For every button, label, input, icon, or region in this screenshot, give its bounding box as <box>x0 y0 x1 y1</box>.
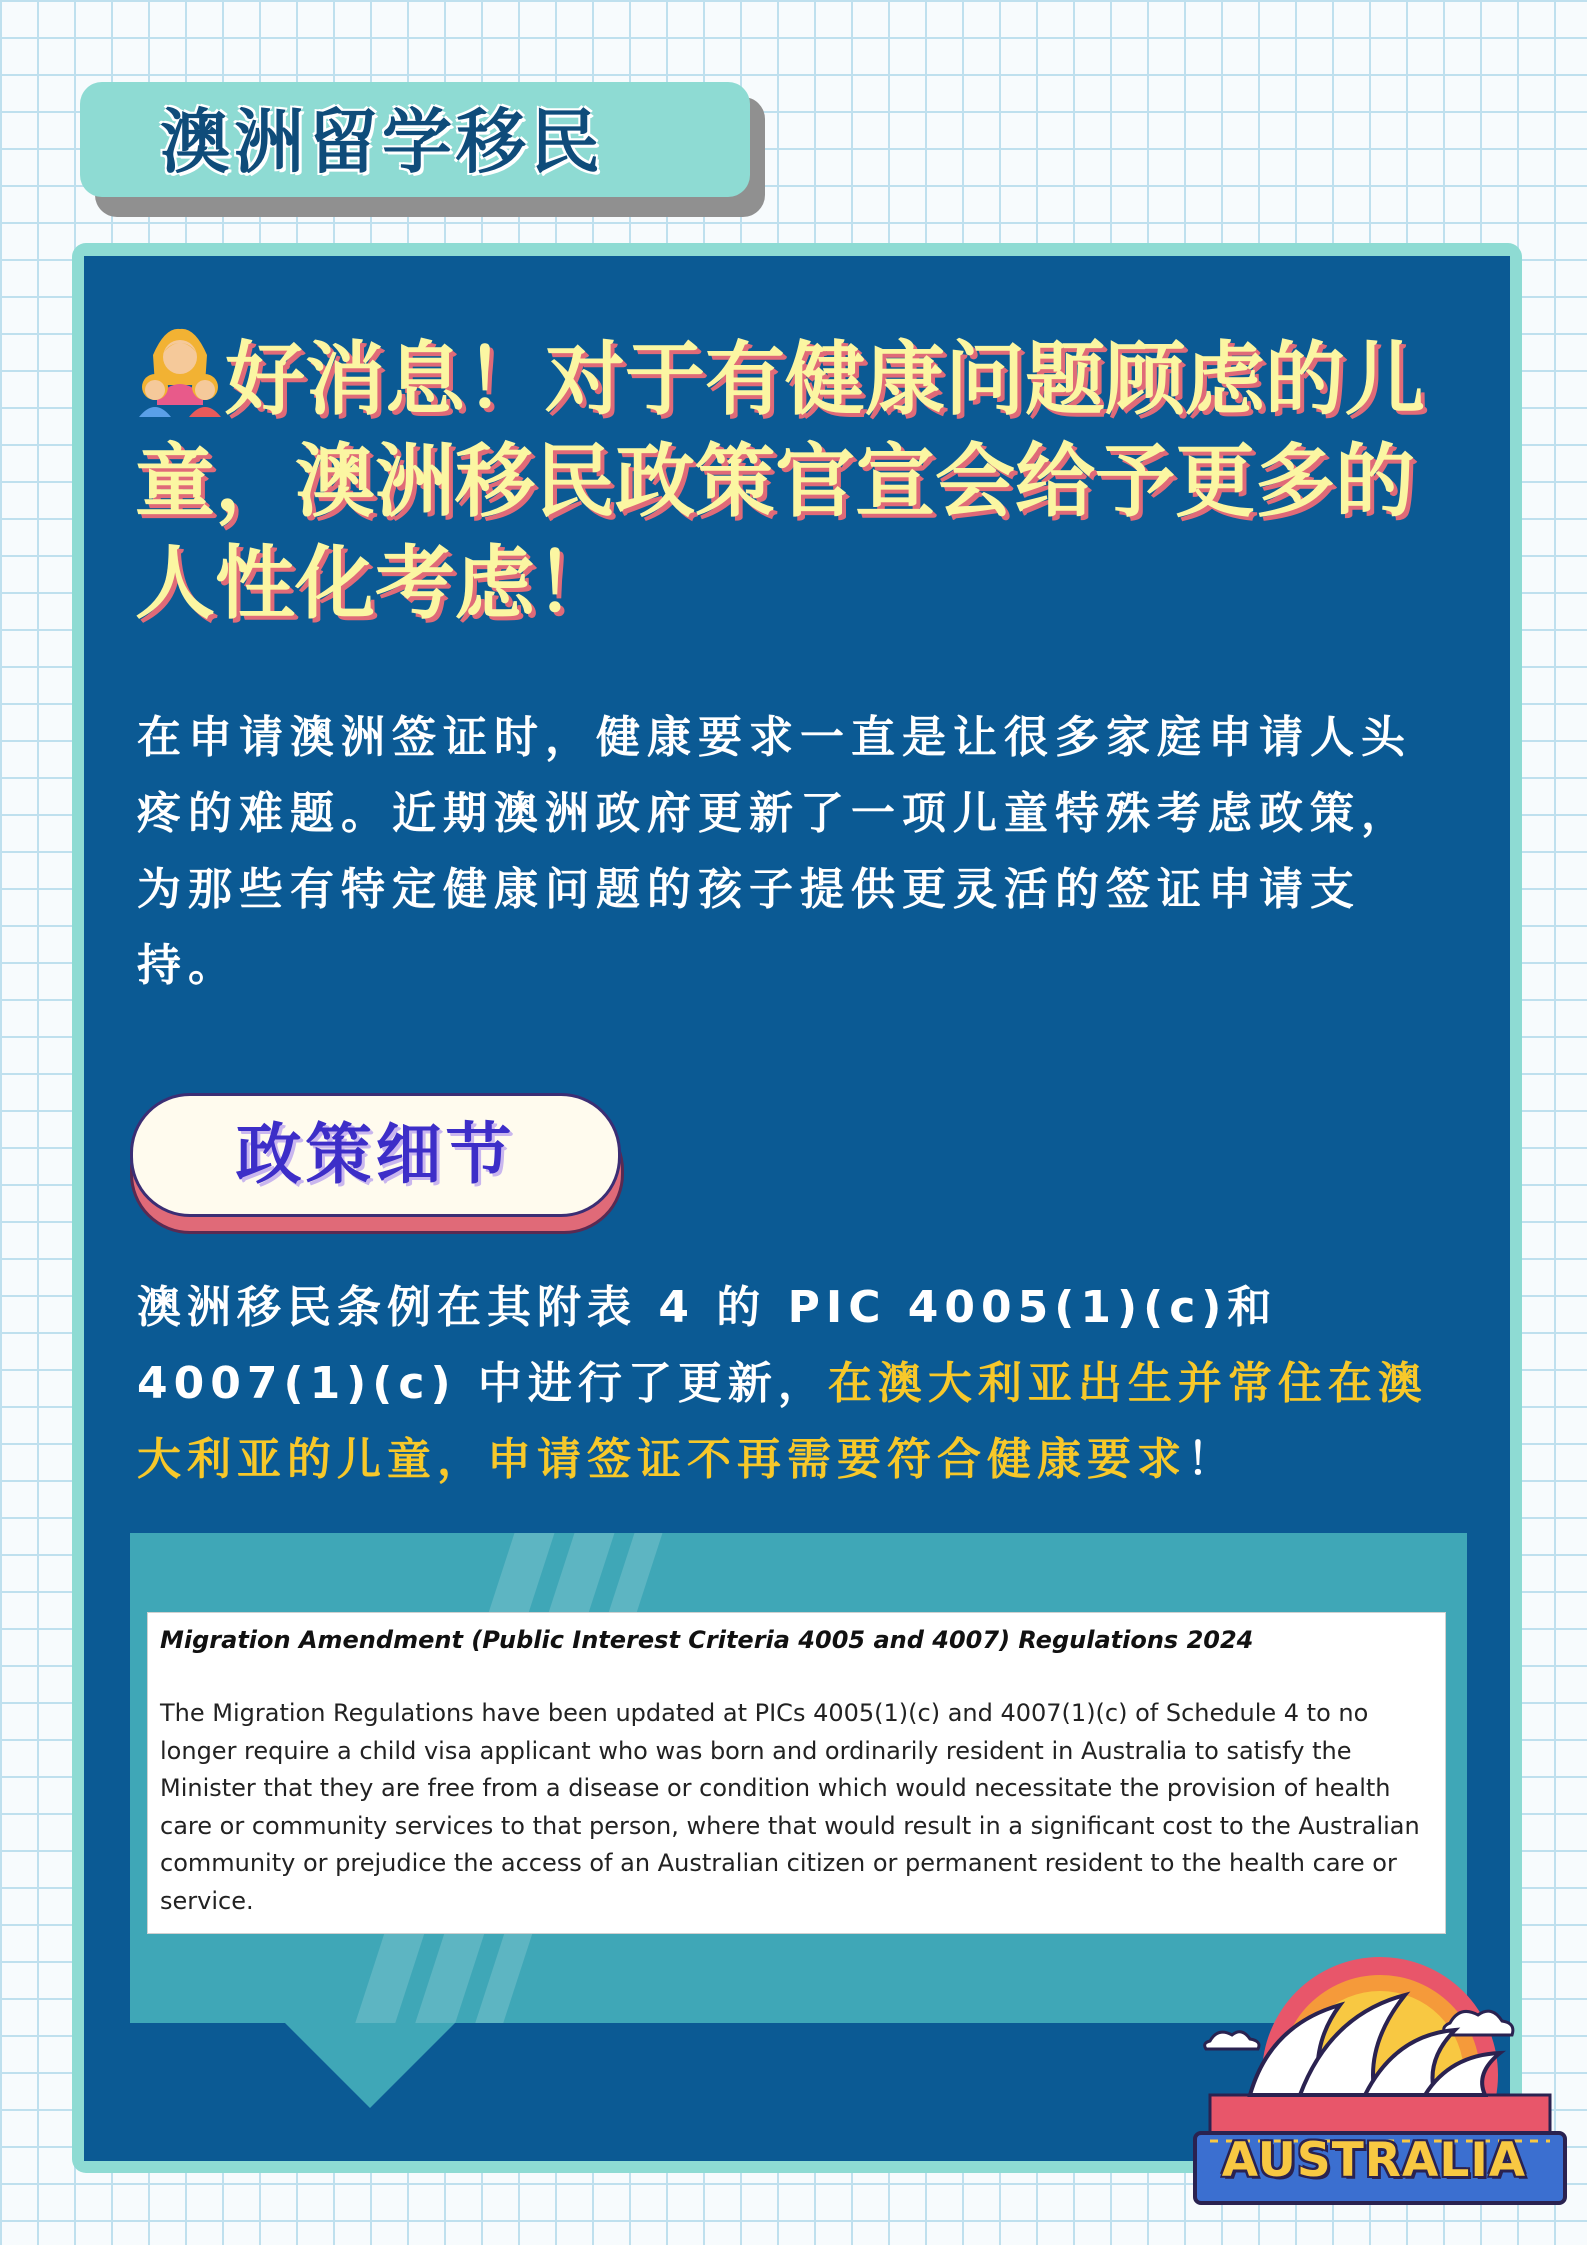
australia-badge <box>1180 1945 1570 2210</box>
headline <box>135 325 1455 635</box>
callout-pointer <box>285 2023 455 2108</box>
family-icon <box>135 325 225 417</box>
regulation-excerpt <box>148 1613 1445 1933</box>
intro-paragraph: 在申请澳洲签证时，健康要求一直是让很多家庭申请人头疼的难题。近期澳洲政府更新了一项儿童特殊考虑政策，为那些有特定健康问题的孩子提供更灵活的签证申请支持。 <box>137 712 1412 991</box>
headline-text: 好消息！对于有健康问题顾虑的儿童，澳洲移民政策官宣会给予更多的人性化考虑！ <box>135 333 1425 630</box>
regulation-title: Migration Amendment (Public Interest Criteria 4005 and 4007) Regulations 2024 <box>160 1626 1254 1654</box>
header-tag-label: 澳洲留学移民 <box>160 101 604 183</box>
australia-label: AUSTRALIA <box>1221 2133 1527 2188</box>
details-paragraph <box>137 1270 1447 1498</box>
details-text-end: ！ <box>1187 1434 1237 1485</box>
regulation-body: The Migration Regulations have been updated at PICs 4005(1)(c) and 4007(1)(c) of Schedule 4 to no longer require a child visa applicant who was born and ordinarily resident in Australia to satisfy the Minister that they are free from a disease or condition which would necessitate the provision of health care or community services to that person, where that would result in a significant cost to the Australian community or prejudice the access of an Australian citizen or permanent resident to the health care or service. <box>160 1699 1420 1915</box>
details-text: 澳洲移民条例在其附表 4 的 PIC 4005(1)(c)和 4007(1)(c) 中进行了更新， <box>137 1282 1278 1409</box>
section-title: 政策细节 <box>235 1116 516 1193</box>
details-highlight: 在澳大利亚出生并常住在澳大利亚的儿童，申请签证不再需要符合健康要求 <box>137 1358 1428 1485</box>
